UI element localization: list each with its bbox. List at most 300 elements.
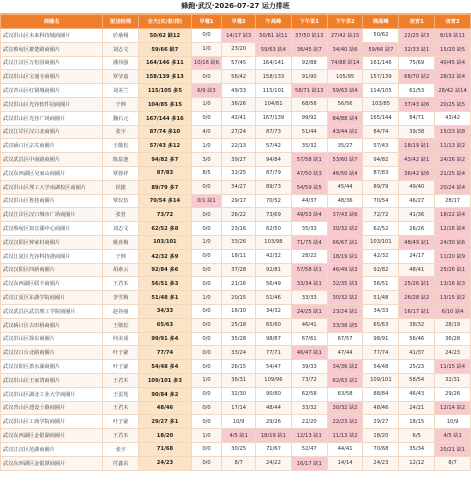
area-name-cell: 武汉汉口台北路商圈片 [1, 346, 103, 360]
shift-cell: 62/63 缺1 [327, 373, 363, 387]
header-row [1, 15, 471, 29]
shift-cell: 58/54 [399, 373, 435, 387]
shift-cell: 57/58 缺1 [291, 263, 327, 277]
manager-cell: 张宇 [103, 125, 139, 139]
shift-cell: 41/37 [399, 346, 435, 360]
shift-cell: 23/16 [222, 222, 256, 236]
shift-cell: 27/24 [222, 125, 256, 139]
manager-cell: 王敬松 [103, 318, 139, 332]
table-row[interactable] [1, 56, 471, 70]
shift-cell: 16/17 缺1 [399, 304, 435, 318]
shift-cell: 61/53 [399, 84, 435, 98]
shift-cell: 35/32 [291, 139, 327, 153]
shift-cell: 71/67 [256, 442, 292, 456]
shift-cell: 103/101 [363, 235, 399, 249]
shift-cell: 84/88 缺4 [327, 111, 363, 125]
shift-cell: 91/90 [291, 70, 327, 84]
total-cell: 109/101 多3 [139, 373, 192, 387]
shift-cell: 37/43 缺6 [327, 208, 363, 222]
shift-cell: 47/44 [327, 346, 363, 360]
area-name-cell: 武汉东西湖区金银潭商圈片 [1, 456, 103, 470]
col-header-total[interactable]: 全天(实/差/排) [139, 15, 192, 29]
total-cell: 73/72 [139, 208, 192, 222]
shift-cell: 20/15 [222, 291, 256, 305]
table-row[interactable] [1, 249, 471, 263]
shift-cell: 72/72 [363, 208, 399, 222]
shift-cell: 0/0 [191, 29, 222, 43]
shift-cell: 36/42 缺6 [399, 166, 435, 180]
shift-cell: 6/9 缺3 [191, 84, 222, 98]
shift-cell: 34/40 缺6 [327, 42, 363, 56]
shift-cell: 105/95 [327, 70, 363, 84]
shift-cell: 0/1 缺1 [191, 194, 222, 208]
table-row[interactable] [1, 180, 471, 194]
shift-cell: 24/23 [363, 456, 399, 470]
shift-cell: 46/41 [291, 318, 327, 332]
manager-cell: 陈泉池 [103, 153, 139, 167]
table-row[interactable] [1, 277, 471, 291]
table-row[interactable] [1, 166, 471, 180]
table-row[interactable] [1, 222, 471, 236]
table-row[interactable] [1, 111, 471, 125]
shift-cell: 30/32 缺2 [327, 401, 363, 415]
shift-cell: 27/42 缺15 [327, 29, 363, 43]
total-cell: 70/54 多14 [139, 194, 192, 208]
shift-cell: 6/5 [399, 429, 435, 443]
table-row[interactable] [1, 304, 471, 318]
shift-cell: 73/69 [256, 208, 292, 222]
shift-cell: 36/31 [222, 373, 256, 387]
shift-cell: 109/101 [363, 373, 399, 387]
shift-cell: 10/9 [222, 415, 256, 429]
shift-cell: 17/14 [222, 401, 256, 415]
shift-cell: 33/24 [222, 346, 256, 360]
shift-cell: 24/21 [399, 401, 435, 415]
total-cell: 56/51 多3 [139, 277, 192, 291]
shift-cell: 115/101 [256, 84, 292, 98]
shift-cell: 18/11 [222, 249, 256, 263]
shift-cell: 66/67 缺1 [327, 235, 363, 249]
shift-cell: 84/74 [363, 125, 399, 139]
total-cell: 51/48 多1 [139, 291, 192, 305]
shift-cell: 21/25 缺4 [435, 166, 471, 180]
shift-cell: 42/32 [256, 249, 292, 263]
shift-cell: 54/48 [363, 360, 399, 374]
shift-cell: 89/79 [363, 180, 399, 194]
shift-cell: 18/19 缺1 [256, 429, 292, 443]
shift-cell: 0/0 [191, 360, 222, 374]
shift-cell: 62/50 [256, 222, 292, 236]
shift-cell: 59/66 缺7 [363, 42, 399, 56]
shift-cell: 28/17 [435, 194, 471, 208]
area-name-cell: 武汉洪山区光谷软件园商圈片 [1, 97, 103, 111]
manager-cell: 张宇 [103, 442, 139, 456]
shift-cell: 46/50 缺4 [327, 166, 363, 180]
shift-cell: 29/26 [256, 415, 292, 429]
shift-cell: 0/0 [191, 70, 222, 84]
shift-cell: 87/73 [256, 125, 292, 139]
total-cell: 87/83 [139, 166, 192, 180]
table-row[interactable] [1, 346, 471, 360]
shift-cell: 43/44 缺1 [327, 125, 363, 139]
shift-cell: 29/17 [222, 194, 256, 208]
shift-cell: 52/47 [291, 442, 327, 456]
area-name-cell: 武汉洪山区王家湾商圈片 [1, 373, 103, 387]
shift-cell: 57/45 [222, 56, 256, 70]
shift-cell: 94/82 [363, 153, 399, 167]
table-row[interactable] [1, 429, 471, 443]
table-row[interactable] [1, 415, 471, 429]
total-cell: 103/101 [139, 235, 192, 249]
table-row[interactable] [1, 263, 471, 277]
shift-cell: 28/19 [435, 318, 471, 332]
table-row[interactable] [1, 360, 471, 374]
shift-cell: 109/96 [256, 373, 292, 387]
shift-cell: 12/16 缺4 [435, 222, 471, 236]
total-cell: 104/85 多15 [139, 97, 192, 111]
shift-cell: 10/9 [435, 415, 471, 429]
shift-cell: 70/52 [256, 194, 292, 208]
shift-cell: 25/26 缺1 [435, 263, 471, 277]
shift-cell: 8/7 [435, 456, 471, 470]
total-cell: 94/82 多7 [139, 153, 192, 167]
shift-cell: 88/84 [363, 387, 399, 401]
shift-cell: 6/10 缺4 [435, 304, 471, 318]
shift-cell: 0/0 [191, 442, 222, 456]
shift-cell: 46/49 缺3 [327, 263, 363, 277]
shift-cell: 74/88 缺14 [327, 56, 363, 70]
area-name-cell: 武汉青山区红钢城商圈片 [1, 84, 103, 98]
shift-cell: 158/133 [256, 70, 292, 84]
shift-cell: 14/17 缺3 [222, 29, 256, 43]
total-cell: 167/144 多16 [139, 111, 192, 125]
manager-cell: 胡素云 [103, 263, 139, 277]
shift-cell: 39/27 [222, 153, 256, 167]
shift-cell: 43/42 [435, 111, 471, 125]
area-name-cell: 武汉江岸区汉口城市广场商圈片 [1, 208, 103, 222]
shift-cell: 157/139 [363, 70, 399, 84]
table-row[interactable] [1, 456, 471, 470]
area-name-cell: 武汉江夏区光谷科技港商圈片 [1, 249, 103, 263]
shift-cell: 32/25 [222, 166, 256, 180]
col-header-night2[interactable]: 夜宵2 [435, 15, 471, 29]
shift-cell: 0/0 [191, 401, 222, 415]
table-row[interactable] [1, 139, 471, 153]
shift-cell: 22/25 缺3 [399, 29, 435, 43]
col-header-breakfast2[interactable]: 早餐2 [222, 15, 256, 29]
manager-cell: 王君木 [103, 429, 139, 443]
shift-cell: 0/0 [191, 387, 222, 401]
shift-cell: 1/0 [191, 139, 222, 153]
shift-cell: 49/33 [222, 84, 256, 98]
schedule-body [1, 29, 471, 471]
shift-cell: 92/81 [256, 263, 292, 277]
shift-cell: 24/26 缺2 [435, 153, 471, 167]
total-cell: 50/62 缺12 [139, 29, 192, 43]
shift-cell: 30/32 缺2 [327, 291, 363, 305]
shift-cell: 104/81 [256, 97, 292, 111]
shift-cell: 35/33 [291, 222, 327, 236]
shift-cell: 39/38 [399, 125, 435, 139]
shift-cell: 21/16 [222, 277, 256, 291]
shift-cell: 11/20 缺9 [435, 249, 471, 263]
shift-cell: 1/0 [191, 42, 222, 56]
total-cell: 90/84 多2 [139, 387, 192, 401]
table-row[interactable] [1, 29, 471, 43]
shift-cell: 20/24 缺4 [435, 180, 471, 194]
shift-cell: 70/68 [363, 442, 399, 456]
manager-cell: 何美成 [103, 332, 139, 346]
shift-cell: 50/61 缺11 [256, 29, 292, 43]
shift-cell: 34/27 [222, 180, 256, 194]
shift-cell: 57/43 [363, 139, 399, 153]
area-name-cell: 武汉洪山区工商学院商圈片 [1, 415, 103, 429]
shift-cell: 30/25 [222, 442, 256, 456]
area-name-cell: 武汉汉阳区钟家村商圈片 [1, 235, 103, 249]
shift-cell: 56/46 [399, 332, 435, 346]
area-name-cell: 武汉东西湖区联丰商圈片 [1, 277, 103, 291]
total-cell: 65/63 [139, 318, 192, 332]
shift-cell: 0/0 [191, 222, 222, 236]
area-name-cell: 武汉洪山区鲁巷商圈片 [1, 194, 103, 208]
manager-cell: 赵谷丽 [103, 304, 139, 318]
manager-cell: 李雪梅 [103, 291, 139, 305]
shift-cell: 99/92 [291, 111, 327, 125]
shift-cell: 68/70 缺2 [399, 70, 435, 84]
total-cell: 164/146 多11 [139, 56, 192, 70]
col-header-area[interactable]: 商圈名 [1, 15, 103, 29]
shift-cell: 103/98 [256, 235, 292, 249]
area-name-cell: 武汉江汉区万松园商圈片 [1, 56, 103, 70]
manager-cell: 张菅 [103, 208, 139, 222]
shift-cell: 3/0 [191, 153, 222, 167]
table-row[interactable] [1, 42, 471, 56]
shift-cell: 43/42 缺1 [399, 153, 435, 167]
manager-cell: 叶子豪 [103, 415, 139, 429]
shift-cell: 20/21 缺1 [435, 442, 471, 456]
shift-cell: 44/37 [291, 194, 327, 208]
shift-cell: 18/19 缺1 [327, 249, 363, 263]
total-cell: 18/20 [139, 429, 192, 443]
table-row[interactable] [1, 84, 471, 98]
shift-cell: 14/14 [327, 456, 363, 470]
shift-cell: 98/91 [363, 332, 399, 346]
shift-cell: 49/53 缺4 [291, 208, 327, 222]
shift-cell: 32/35 缺3 [327, 277, 363, 291]
shift-cell: 56/49 [256, 277, 292, 291]
table-row[interactable] [1, 235, 471, 249]
shift-cell: 56/56 [327, 97, 363, 111]
shift-cell: 15/20 缺5 [435, 42, 471, 56]
shift-cell: 11/13 缺2 [435, 139, 471, 153]
shift-cell: 65/60 [256, 318, 292, 332]
manager-cell: 於桑栩 [103, 29, 139, 43]
shift-cell: 53/60 缺7 [327, 153, 363, 167]
area-name-cell: 武汉硚口区宗关商圈片 [1, 139, 103, 153]
shift-cell: 164/141 [256, 56, 292, 70]
shift-cell: 49/40 [399, 180, 435, 194]
schedule-table [0, 14, 471, 471]
table-row[interactable] [1, 194, 471, 208]
area-name-cell: 武汉武昌区武昌理工学院商圈片 [1, 304, 103, 318]
total-cell: 158/139 多13 [139, 70, 192, 84]
total-cell: 42/32 多9 [139, 249, 192, 263]
shift-cell: 36/26 [222, 97, 256, 111]
shift-cell: 114/105 [363, 84, 399, 98]
manager-cell: 覃蓉祥 [103, 166, 139, 180]
area-name-cell: 武汉东西湖区吴家山商圈片 [1, 166, 103, 180]
shift-cell: 18/20 [363, 429, 399, 443]
shift-cell: 12/14 缺2 [435, 401, 471, 415]
shift-cell: 0/0 [191, 415, 222, 429]
shift-cell: 46/43 [399, 387, 435, 401]
manager-cell: 刘美兰 [103, 84, 139, 98]
shift-cell: 33/34 缺1 [291, 277, 327, 291]
shift-cell: 16/10 [222, 304, 256, 318]
shift-cell: 38/32 [399, 318, 435, 332]
manager-cell: 王敬松 [103, 139, 139, 153]
shift-cell: 0/0 [191, 208, 222, 222]
total-cell: 57/43 多12 [139, 139, 192, 153]
table-row[interactable] [1, 125, 471, 139]
col-header-manager[interactable]: 配送经理 [103, 15, 139, 29]
table-row[interactable] [1, 208, 471, 222]
shift-cell: 24/30 缺6 [435, 235, 471, 249]
area-name-cell: 武汉江岸区汉口北商圈片 [1, 125, 103, 139]
table-row[interactable] [1, 332, 471, 346]
shift-cell: 23/20 [222, 42, 256, 56]
shift-cell: 39/33 [291, 360, 327, 374]
shift-cell: 59/63 缺4 [256, 42, 292, 56]
shift-cell: 18/15 [399, 415, 435, 429]
shift-cell: 0/0 [191, 180, 222, 194]
shift-cell: 16/17 缺1 [291, 456, 327, 470]
manager-cell: 王君木 [103, 401, 139, 415]
col-header-breakfast1[interactable]: 早餐1 [191, 15, 222, 29]
shift-cell: 11/15 缺4 [435, 360, 471, 374]
shift-cell: 0/0 [191, 304, 222, 318]
shift-cell: 33/38 缺5 [327, 318, 363, 332]
total-cell: 89/79 多7 [139, 180, 192, 194]
total-cell: 87/74 多10 [139, 125, 192, 139]
shift-cell: 35/34 [399, 442, 435, 456]
total-cell: 92/84 多6 [139, 263, 192, 277]
area-name-cell: 武汉洪山区徐东商圈片 [1, 332, 103, 346]
area-name-cell: 武汉洪山区光谷广场商圈片 [1, 111, 103, 125]
shift-cell: 0/0 [191, 277, 222, 291]
shift-cell: 63/58 [327, 387, 363, 401]
shift-cell: 10/16 缺6 [191, 56, 222, 70]
manager-cell: 于帅 [103, 97, 139, 111]
shift-cell: 0/0 [191, 318, 222, 332]
shift-cell: 103/85 [363, 97, 399, 111]
shift-cell: 161/146 [363, 56, 399, 70]
shift-cell: 34/32 [256, 304, 292, 318]
shift-cell: 68/56 [291, 97, 327, 111]
manager-cell: 覃莹嘉 [103, 70, 139, 84]
shift-cell: 67/61 [291, 332, 327, 346]
col-header-afternoon-tea1[interactable]: 下午茶1 [291, 15, 327, 29]
col-header-night1[interactable]: 夜宵1 [399, 15, 435, 29]
area-name-cell: 武汉蔡甸区知音湖中心商圈片 [1, 222, 103, 236]
shift-cell: 18/22 缺4 [435, 208, 471, 222]
shift-cell: 42/41 [222, 111, 256, 125]
table-row[interactable] [1, 291, 471, 305]
shift-cell: 0/0 [191, 111, 222, 125]
shift-cell: 48/49 缺1 [399, 235, 435, 249]
area-name-cell: 武汉蔡甸区雄楚路商圈片 [1, 42, 103, 56]
shift-cell: 28/22 [291, 249, 327, 263]
shift-cell: 1/0 [191, 291, 222, 305]
shift-cell: 41/36 [399, 208, 435, 222]
col-header-lunch-peak[interactable]: 午高峰 [256, 15, 292, 29]
shift-cell: 20/25 缺5 [435, 97, 471, 111]
shift-cell: 48/36 [327, 194, 363, 208]
shift-cell: 0/0 [191, 346, 222, 360]
shift-cell: 1/0 [191, 235, 222, 249]
table-row[interactable] [1, 318, 471, 332]
manager-cell: 覃玟伍 [103, 194, 139, 208]
shift-cell: 65/63 [363, 318, 399, 332]
shift-cell: 8/5 [191, 166, 222, 180]
area-name-cell: 武汉汉阳区四新商圈片 [1, 263, 103, 277]
table-row[interactable] [1, 373, 471, 387]
table-row[interactable] [1, 387, 471, 401]
manager-cell: 魏石元 [103, 111, 139, 125]
shift-cell: 23/24 缺1 [327, 304, 363, 318]
shift-cell: 1/0 [191, 429, 222, 443]
total-cell: 48/46 [139, 401, 192, 415]
table-row[interactable] [1, 97, 471, 111]
manager-cell: 王君木 [103, 373, 139, 387]
shift-cell: 26/15 [222, 360, 256, 374]
shift-cell: 33/32 [291, 401, 327, 415]
manager-cell: 刘志文 [103, 42, 139, 56]
total-cell: 34/33 [139, 304, 192, 318]
area-name-cell: 武汉洪山区湖北工业大学商圈片 [1, 387, 103, 401]
table-row[interactable] [1, 401, 471, 415]
col-header-dinner-peak[interactable]: 晚高峰 [363, 15, 399, 29]
shift-cell: 28/32 缺4 [435, 70, 471, 84]
shift-cell: 62/52 [363, 222, 399, 236]
total-cell: 29/27 多1 [139, 415, 192, 429]
shift-cell: 34/36 缺2 [327, 360, 363, 374]
shift-cell: 84/71 [399, 111, 435, 125]
shift-cell: 37/50 缺13 [291, 29, 327, 43]
shift-cell: 73/72 [291, 373, 327, 387]
shift-cell: 28/42 缺14 [435, 84, 471, 98]
table-row[interactable] [1, 153, 471, 167]
area-name-cell: 武汉硚口区古田桥商圈片 [1, 318, 103, 332]
col-header-afternoon-tea2[interactable]: 下午茶2 [327, 15, 363, 29]
shift-cell: 32/33 缺1 [399, 42, 435, 56]
shift-cell: 46/47 缺1 [291, 346, 327, 360]
shift-cell: 77/74 [363, 346, 399, 360]
area-name-cell: 武汉洪山区理工大学南湖校区商圈片 [1, 180, 103, 194]
shift-cell: 87/83 [363, 166, 399, 180]
shift-cell: 35/27 [327, 139, 363, 153]
shift-cell: 0/0 [191, 263, 222, 277]
shift-cell: 54/59 缺5 [291, 180, 327, 194]
shift-cell: 26/26 [399, 222, 435, 236]
manager-cell: 王君木 [103, 277, 139, 291]
table-row[interactable] [1, 70, 471, 84]
shift-cell: 165/144 [363, 111, 399, 125]
shift-cell: 13/16 缺3 [435, 277, 471, 291]
table-row[interactable] [1, 442, 471, 456]
shift-cell: 26/22 [222, 208, 256, 222]
shift-cell: 11/13 缺2 [327, 429, 363, 443]
